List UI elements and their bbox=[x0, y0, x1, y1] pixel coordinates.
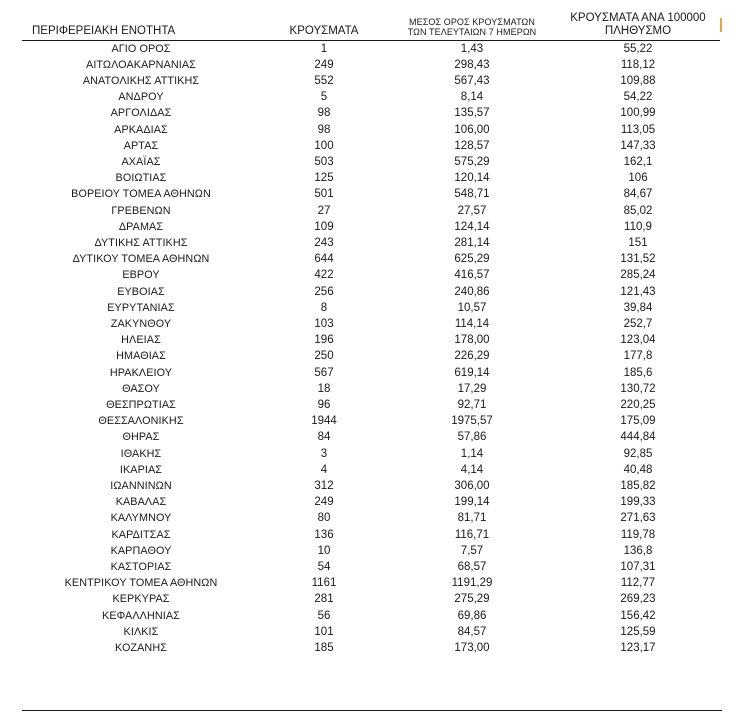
region-cell: ΑΝΔΡΟΥ bbox=[118, 91, 164, 104]
table-row bbox=[22, 640, 720, 656]
per-100k-cell: 130,72 bbox=[620, 382, 656, 395]
per-100k-cell: 123,04 bbox=[620, 334, 656, 347]
header-avg-line2: ΤΩΝ ΤΕΛΕΥΤΑΙΩΝ 7 ΗΜΕΡΩΝ bbox=[407, 26, 537, 37]
table-body bbox=[22, 40, 720, 656]
cases-cell: 103 bbox=[314, 317, 334, 330]
avg-7-days-cell: 306,00 bbox=[454, 479, 490, 492]
region-cell: ΘΕΣΣΑΛΟΝΙΚΗΣ bbox=[98, 415, 184, 428]
region-cell: ΘΕΣΠΡΩΤΙΑΣ bbox=[106, 398, 176, 411]
cases-cell: 10 bbox=[317, 544, 331, 557]
region-cell: ΖΑΚΥΝΘΟΥ bbox=[110, 317, 172, 330]
table-row bbox=[22, 559, 720, 575]
header-row bbox=[22, 6, 720, 40]
region-cell: ΕΥΒΟΙΑΣ bbox=[117, 285, 165, 298]
cases-cell: 1944 bbox=[311, 415, 337, 428]
region-cell: ΙΘΑΚΗΣ bbox=[120, 447, 162, 460]
per-100k-cell: 185,6 bbox=[623, 366, 653, 379]
header-cases: ΚΡΟΥΣΜΑΤΑ bbox=[260, 6, 388, 40]
table-row bbox=[22, 89, 720, 105]
table-row bbox=[22, 235, 720, 251]
region-cell: ΚΑΣΤΟΡΙΑΣ bbox=[110, 561, 172, 573]
per-100k-cell: 54,22 bbox=[623, 91, 653, 104]
avg-7-days-cell: 135,57 bbox=[454, 107, 490, 120]
table-row bbox=[22, 154, 720, 170]
table-row bbox=[22, 462, 720, 478]
avg-7-days-cell: 240,86 bbox=[454, 285, 490, 298]
cases-cell: 243 bbox=[314, 236, 334, 249]
table-row bbox=[22, 57, 720, 73]
cases-cell: 80 bbox=[317, 512, 331, 525]
region-cell: ΑΧΑΪΑΣ bbox=[121, 155, 161, 168]
avg-7-days-cell: 275,29 bbox=[454, 593, 490, 606]
per-100k-cell: 162,1 bbox=[623, 155, 653, 168]
per-100k-cell: 107,31 bbox=[620, 561, 656, 573]
region-cell: ΚΑΒΑΛΑΣ bbox=[115, 496, 167, 509]
cases-cell: 256 bbox=[314, 285, 334, 298]
header-orange-marker bbox=[720, 18, 722, 32]
region-cell: ΑΡΚΑΔΙΑΣ bbox=[114, 123, 168, 136]
cases-cell: 98 bbox=[317, 107, 331, 120]
header-per-100k bbox=[556, 6, 720, 40]
cases-cell: 27 bbox=[317, 204, 331, 217]
avg-7-days-cell: 69,86 bbox=[457, 609, 487, 622]
per-100k-cell: 136,8 bbox=[623, 544, 653, 557]
region-cell: ΚΟΖΑΝΗΣ bbox=[114, 642, 168, 655]
table-row bbox=[22, 575, 720, 591]
table-row bbox=[22, 608, 720, 624]
region-cell: ΑΓΙΟ ΟΡΟΣ bbox=[111, 42, 171, 55]
cases-cell: 281 bbox=[314, 593, 334, 606]
table-row bbox=[22, 543, 720, 559]
region-cell: ΔΥΤΙΚΗΣ ΑΤΤΙΚΗΣ bbox=[94, 236, 188, 249]
region-cell: ΒΟΙΩΤΙΑΣ bbox=[115, 172, 167, 185]
cases-cell: 4 bbox=[320, 463, 328, 476]
avg-7-days-cell: 116,71 bbox=[454, 528, 490, 541]
header-avg-7-days bbox=[388, 6, 556, 40]
per-100k-cell: 285,24 bbox=[620, 269, 656, 282]
table-row bbox=[22, 624, 720, 640]
cases-cell: 1 bbox=[320, 42, 328, 55]
cases-cell: 98 bbox=[317, 123, 331, 136]
table-row bbox=[22, 267, 720, 283]
avg-7-days-cell: 92,71 bbox=[457, 398, 487, 411]
table-row bbox=[22, 300, 720, 316]
per-100k-cell: 85,02 bbox=[623, 204, 653, 217]
avg-7-days-cell: 8,14 bbox=[460, 91, 484, 104]
avg-7-days-cell: 4,14 bbox=[460, 463, 484, 476]
per-100k-cell: 119,78 bbox=[620, 528, 656, 541]
avg-7-days-cell: 17,29 bbox=[457, 382, 487, 395]
per-100k-cell: 131,52 bbox=[620, 253, 656, 266]
region-cell: ΗΡΑΚΛΕΙΟΥ bbox=[109, 366, 173, 379]
header-per-line1: ΚΡΟΥΣΜΑΤΑ ΑΝΑ 100000 bbox=[570, 12, 706, 25]
per-100k-cell: 40,48 bbox=[623, 463, 653, 476]
avg-7-days-cell: 416,57 bbox=[454, 269, 490, 282]
per-100k-cell: 110,9 bbox=[624, 220, 652, 233]
table-row bbox=[22, 365, 720, 381]
region-cell: ΗΛΕΙΑΣ bbox=[121, 334, 161, 347]
cases-cell: 8 bbox=[320, 301, 328, 314]
table-row bbox=[22, 170, 720, 186]
avg-7-days-cell: 619,14 bbox=[454, 366, 490, 379]
table-row bbox=[22, 105, 720, 121]
per-100k-cell: 185,82 bbox=[620, 479, 656, 492]
table-row bbox=[22, 478, 720, 494]
region-cell: ΘΑΣΟΥ bbox=[122, 382, 160, 395]
avg-7-days-cell: 114,14 bbox=[454, 317, 490, 330]
table-row bbox=[22, 219, 720, 235]
cases-cell: 249 bbox=[314, 496, 334, 509]
avg-7-days-cell: 226,29 bbox=[454, 350, 490, 363]
avg-7-days-cell: 7,57 bbox=[460, 544, 484, 557]
per-100k-cell: 55,22 bbox=[623, 42, 653, 55]
table-row bbox=[22, 332, 720, 348]
avg-7-days-cell: 68,57 bbox=[457, 561, 487, 573]
cases-cell: 552 bbox=[314, 74, 334, 87]
cases-cell: 109 bbox=[314, 220, 334, 233]
cases-cell: 501 bbox=[314, 188, 334, 201]
region-cell: ΚΑΛΥΜΝΟΥ bbox=[110, 512, 172, 525]
avg-7-days-cell: 548,71 bbox=[454, 188, 490, 201]
cases-cell: 125 bbox=[314, 172, 334, 185]
per-100k-cell: 271,63 bbox=[620, 512, 656, 525]
cases-cell: 1161 bbox=[311, 577, 337, 590]
table-row bbox=[22, 73, 720, 89]
per-100k-cell: 199,33 bbox=[620, 496, 656, 509]
per-100k-cell: 444,84 bbox=[620, 431, 656, 444]
avg-7-days-cell: 173,00 bbox=[454, 642, 490, 655]
cases-cell: 3 bbox=[320, 447, 328, 460]
table-row bbox=[22, 429, 720, 445]
region-cell: ΗΜΑΘΙΑΣ bbox=[116, 350, 166, 363]
table-row bbox=[22, 527, 720, 543]
per-100k-cell: 84,67 bbox=[623, 188, 653, 201]
table-row bbox=[22, 203, 720, 219]
cases-cell: 644 bbox=[314, 253, 334, 266]
per-100k-cell: 220,25 bbox=[620, 398, 656, 411]
cases-cell: 196 bbox=[314, 334, 334, 347]
per-100k-cell: 156,42 bbox=[620, 609, 656, 622]
avg-7-days-cell: 57,86 bbox=[457, 431, 487, 444]
avg-7-days-cell: 120,14 bbox=[454, 172, 490, 185]
per-100k-cell: 106 bbox=[628, 172, 648, 185]
avg-7-days-cell: 10,57 bbox=[457, 301, 487, 314]
table-header bbox=[22, 6, 720, 40]
cases-cell: 96 bbox=[317, 398, 331, 411]
table-row bbox=[22, 510, 720, 526]
cases-cell: 54 bbox=[317, 561, 331, 573]
table-row bbox=[22, 138, 720, 154]
cases-cell: 312 bbox=[314, 479, 334, 492]
avg-7-days-cell: 281,14 bbox=[454, 236, 490, 249]
cases-cell: 84 bbox=[317, 431, 331, 444]
cases-cell: 100 bbox=[314, 139, 334, 152]
avg-7-days-cell: 1,14 bbox=[460, 447, 484, 460]
region-cell: ΓΡΕΒΕΝΩΝ bbox=[111, 204, 171, 217]
region-cell: ΑΡΓΟΛΙΔΑΣ bbox=[110, 107, 172, 120]
per-100k-cell: 39,84 bbox=[623, 301, 653, 314]
region-cell: ΑΡΤΑΣ bbox=[123, 139, 159, 152]
region-cell: ΑΙΤΩΛΟΑΚΑΡΝΑΝΙΑΣ bbox=[86, 58, 196, 71]
avg-7-days-cell: 1975,57 bbox=[451, 415, 493, 428]
table-row bbox=[22, 251, 720, 267]
per-100k-cell: 100,99 bbox=[620, 107, 656, 120]
header-avg-line1: ΜΕΣΟΣ ΟΡΟΣ ΚΡΟΥΣΜΑΤΩΝ bbox=[409, 16, 535, 27]
table-row bbox=[22, 40, 720, 57]
region-cell: ΚΑΡΔΙΤΣΑΣ bbox=[111, 528, 171, 541]
cases-cell: 136 bbox=[314, 528, 334, 541]
per-100k-cell: 109,88 bbox=[620, 74, 656, 87]
cases-cell: 5 bbox=[320, 91, 328, 104]
avg-7-days-cell: 575,29 bbox=[454, 155, 490, 168]
region-cell: ΔΡΑΜΑΣ bbox=[118, 220, 164, 233]
covid-cases-table-sheet bbox=[22, 6, 720, 656]
per-100k-cell: 113,05 bbox=[620, 123, 656, 136]
per-100k-cell: 121,43 bbox=[620, 285, 656, 298]
cases-table bbox=[22, 6, 720, 656]
cases-cell: 101 bbox=[314, 625, 334, 638]
avg-7-days-cell: 81,71 bbox=[457, 512, 487, 525]
avg-7-days-cell: 199,14 bbox=[454, 496, 490, 509]
region-cell: ΑΝΑΤΟΛΙΚΗΣ ΑΤΤΙΚΗΣ bbox=[82, 74, 200, 87]
region-cell: ΕΥΡΥΤΑΝΙΑΣ bbox=[107, 301, 175, 314]
region-cell: ΚΑΡΠΑΘΟΥ bbox=[110, 544, 172, 557]
header-per-line2: ΠΛΗΘΥΣΜΟ bbox=[604, 24, 672, 37]
cases-cell: 18 bbox=[317, 382, 331, 395]
avg-7-days-cell: 567,43 bbox=[454, 74, 490, 87]
avg-7-days-cell: 178,00 bbox=[454, 334, 490, 347]
avg-7-days-cell: 298,43 bbox=[454, 58, 490, 71]
cases-cell: 249 bbox=[314, 58, 334, 71]
cases-cell: 56 bbox=[317, 609, 331, 622]
table-row bbox=[22, 122, 720, 138]
region-cell: ΕΒΡΟΥ bbox=[122, 269, 160, 282]
table-row bbox=[22, 381, 720, 397]
per-100k-cell: 175,09 bbox=[620, 415, 656, 428]
bottom-rule bbox=[22, 710, 722, 711]
per-100k-cell: 269,23 bbox=[620, 593, 656, 606]
table-row bbox=[22, 397, 720, 413]
per-100k-cell: 252,7 bbox=[623, 317, 653, 330]
region-cell: ΚΕΡΚΥΡΑΣ bbox=[112, 593, 170, 606]
region-cell: ΘΗΡΑΣ bbox=[122, 431, 160, 444]
region-cell: ΙΩΑΝΝΙΝΩΝ bbox=[110, 479, 172, 492]
per-100k-cell: 118,12 bbox=[620, 58, 656, 71]
region-cell: ΒΟΡΕΙΟΥ ΤΟΜΕΑ ΑΘΗΝΩΝ bbox=[71, 188, 211, 201]
table-row bbox=[22, 446, 720, 462]
table-row bbox=[22, 348, 720, 364]
table-row bbox=[22, 316, 720, 332]
avg-7-days-cell: 27,57 bbox=[457, 204, 487, 217]
table-row bbox=[22, 494, 720, 510]
per-100k-cell: 147,33 bbox=[620, 139, 656, 152]
per-100k-cell: 92,85 bbox=[623, 447, 653, 460]
table-row bbox=[22, 186, 720, 202]
avg-7-days-cell: 625,29 bbox=[454, 253, 490, 266]
cases-cell: 567 bbox=[314, 366, 334, 379]
table-row bbox=[22, 413, 720, 429]
cases-cell: 422 bbox=[314, 269, 334, 282]
region-cell: ΚΕΦΑΛΛΗΝΙΑΣ bbox=[102, 609, 180, 622]
avg-7-days-cell: 1191,29 bbox=[451, 577, 493, 590]
avg-7-days-cell: 124,14 bbox=[454, 220, 490, 233]
cases-cell: 503 bbox=[314, 155, 334, 168]
per-100k-cell: 123,17 bbox=[620, 642, 656, 655]
header-region: ΠΕΡΙΦΕΡΕΙΑΚΗ ΕΝΟΤΗΤΑ bbox=[22, 6, 260, 40]
cases-cell: 185 bbox=[314, 642, 334, 655]
table-row bbox=[22, 284, 720, 300]
avg-7-days-cell: 84,57 bbox=[457, 625, 487, 638]
per-100k-cell: 125,59 bbox=[620, 625, 656, 638]
table-row bbox=[22, 591, 720, 607]
avg-7-days-cell: 128,57 bbox=[454, 139, 490, 152]
per-100k-cell: 177,8 bbox=[623, 350, 653, 363]
per-100k-cell: 151 bbox=[628, 236, 648, 249]
region-cell: ΚΙΛΚΙΣ bbox=[123, 625, 159, 638]
per-100k-cell: 112,77 bbox=[620, 577, 656, 590]
region-cell: ΚΕΝΤΡΙΚΟΥ ΤΟΜΕΑ ΑΘΗΝΩΝ bbox=[64, 577, 218, 590]
cases-cell: 250 bbox=[314, 350, 334, 363]
avg-7-days-cell: 106,00 bbox=[454, 123, 490, 136]
avg-7-days-cell: 1,43 bbox=[460, 42, 484, 55]
region-cell: ΔΥΤΙΚΟΥ ΤΟΜΕΑ ΑΘΗΝΩΝ bbox=[72, 253, 210, 266]
region-cell: ΙΚΑΡΙΑΣ bbox=[119, 463, 163, 476]
